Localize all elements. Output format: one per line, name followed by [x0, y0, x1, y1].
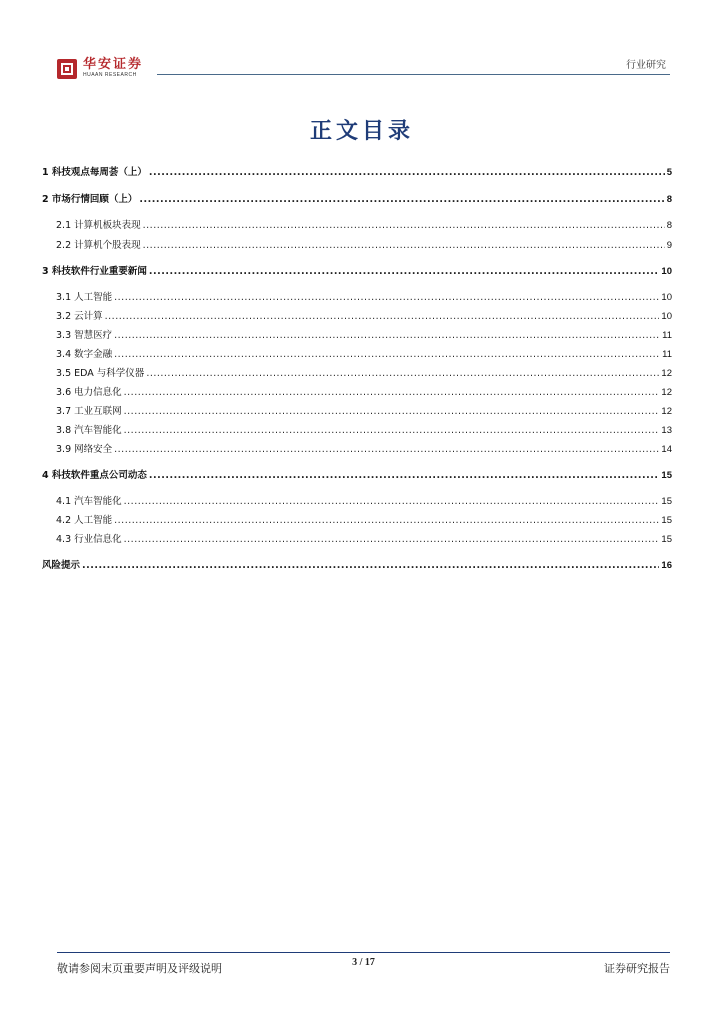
company-logo	[57, 58, 143, 79]
toc-dot-leader	[139, 193, 664, 207]
toc-entry-label: 3.3 智慧医疗	[56, 330, 113, 341]
toc-entry-label: 3.7 工业互联网	[56, 406, 122, 417]
toc-entry[interactable]	[42, 166, 672, 180]
toc-entry-label: 2.1 计算机板块表现	[56, 220, 141, 231]
toc-dot-leader	[114, 443, 659, 457]
toc-entry-page: 8	[666, 220, 672, 231]
logo-cn-text: 华安证券	[83, 57, 144, 72]
header-divider	[157, 74, 670, 75]
toc-entry[interactable]	[42, 329, 672, 343]
report-category: 行业研究	[626, 60, 666, 71]
toc-entry[interactable]	[42, 219, 672, 233]
footer-divider	[57, 952, 670, 953]
page-header	[57, 56, 670, 82]
toc-entry-page: 12	[661, 387, 672, 398]
toc-entry-label: 3.5 EDA 与科学仪器	[56, 368, 145, 379]
toc-entry-page: 10	[661, 266, 672, 277]
toc-entry-label: 3.6 电力信息化	[56, 387, 122, 398]
toc-entry-page: 12	[661, 368, 672, 379]
toc-entry[interactable]	[42, 310, 672, 324]
toc-dot-leader	[124, 533, 660, 547]
logo-seal-icon	[57, 59, 77, 79]
page-number: 3 / 17	[352, 957, 375, 968]
toc-entry-label: 4.1 汽车智能化	[56, 496, 122, 507]
toc-entry-label: 3 科技软件行业重要新闻	[42, 266, 147, 277]
toc-dot-leader	[149, 265, 660, 279]
toc-entry-label: 3.8 汽车智能化	[56, 425, 122, 436]
toc-dot-leader	[114, 348, 660, 362]
toc-entry[interactable]	[42, 469, 672, 483]
toc-entry-page: 15	[661, 515, 672, 526]
toc-dot-leader	[124, 386, 660, 400]
toc-entry[interactable]	[42, 193, 672, 207]
toc-entry[interactable]	[42, 443, 672, 457]
toc-entry-page: 15	[661, 496, 672, 507]
toc-dot-leader	[124, 424, 660, 438]
toc-dot-leader	[149, 469, 660, 483]
toc-entry[interactable]	[42, 348, 672, 362]
page-title: 正文目录	[309, 119, 414, 144]
toc-entry-page: 10	[661, 311, 672, 322]
toc-entry-page: 10	[661, 292, 672, 303]
toc-entry-page: 11	[662, 330, 672, 341]
toc-dot-leader	[143, 219, 665, 233]
page-footer	[57, 952, 670, 975]
toc-entry-page: 15	[661, 470, 672, 481]
toc-entry-label: 4.2 人工智能	[56, 515, 113, 526]
toc-entry-page: 9	[666, 240, 672, 251]
toc-entry-label: 4 科技软件重点公司动态	[42, 470, 147, 481]
toc-entry-page: 5	[666, 167, 672, 178]
toc-entry[interactable]	[42, 533, 672, 547]
toc-dot-leader	[146, 367, 659, 381]
toc-entry-page: 14	[661, 444, 672, 455]
toc-entry[interactable]	[42, 239, 672, 253]
toc-entry-label: 3.1 人工智能	[56, 292, 113, 303]
toc-entry[interactable]	[42, 291, 672, 305]
toc-dot-leader	[149, 166, 665, 180]
toc-dot-leader	[82, 559, 659, 573]
toc-entry[interactable]	[42, 386, 672, 400]
toc-dot-leader	[124, 495, 660, 509]
toc-entry-page: 13	[661, 425, 672, 436]
toc-entry-label: 3.2 云计算	[56, 311, 103, 322]
toc-entry-page: 16	[661, 560, 672, 571]
toc-entry-label: 4.3 行业信息化	[56, 534, 122, 545]
toc-entry-label: 1 科技观点每周荟（上）	[42, 167, 147, 178]
logo-en-text: HUAAN RESEARCH	[83, 72, 137, 78]
toc-entry[interactable]	[42, 559, 672, 573]
toc-entry-page: 11	[662, 349, 672, 360]
toc-entry-label: 3.4 数字金融	[56, 349, 113, 360]
toc-entry-label: 2 市场行情回顾（上）	[42, 194, 138, 205]
toc-dot-leader	[114, 514, 659, 528]
toc-entry[interactable]	[42, 424, 672, 438]
toc-entry-label: 2.2 计算机个股表现	[56, 240, 141, 251]
toc-dot-leader	[124, 405, 660, 419]
footer-disclaimer: 敬请参阅末页重要声明及评级说明	[57, 962, 222, 975]
toc-dot-leader	[114, 329, 660, 343]
toc-dot-leader	[143, 239, 665, 253]
toc-dot-leader	[114, 291, 659, 305]
footer-report-type: 证券研究报告	[604, 962, 670, 975]
toc-dot-leader	[105, 310, 660, 324]
toc-entry[interactable]	[42, 367, 672, 381]
toc-entry-label: 3.9 网络安全	[56, 444, 113, 455]
toc-entry[interactable]	[42, 265, 672, 279]
toc-entry-page: 8	[666, 194, 672, 205]
toc-entry[interactable]	[42, 405, 672, 419]
toc-entry-page: 15	[661, 534, 672, 545]
toc-entry[interactable]	[42, 514, 672, 528]
toc-entry-label: 风险提示	[42, 560, 81, 571]
toc-entry[interactable]	[42, 495, 672, 509]
toc-entry-page: 12	[661, 406, 672, 417]
